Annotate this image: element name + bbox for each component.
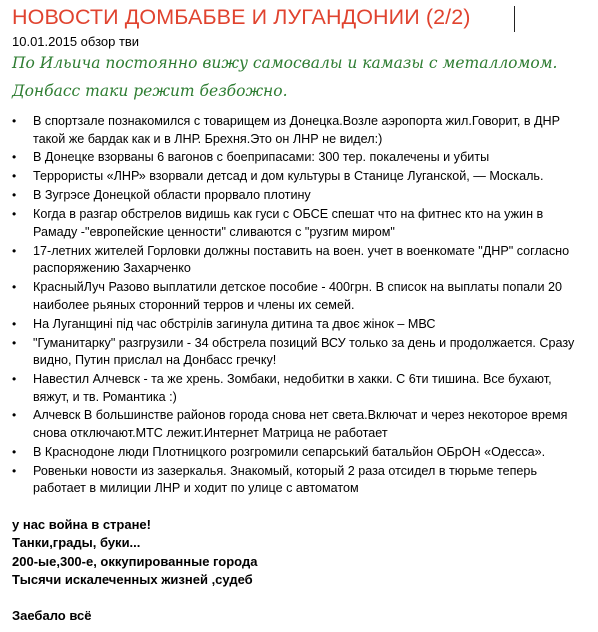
date-line: 10.01.2015 обзор тви [12, 34, 140, 49]
bullet-icon: • [12, 444, 17, 459]
news-item [0, 444, 590, 462]
news-item [0, 335, 590, 370]
footer-spacer [12, 589, 257, 607]
bullet-icon: • [12, 280, 17, 295]
news-item [0, 407, 590, 442]
footer-line-1: у нас война в стране! [12, 517, 151, 532]
bullet-icon: • [12, 169, 17, 184]
bullet-icon: • [12, 316, 17, 331]
news-item-text: Ровеньки новости из зазеркалья. Знакомый, который 2 раза отсидел в тюрьме теперь работает в милиции ЛНР и ходит по улице с автоматом [33, 463, 538, 496]
footer-line-5: Заебало всё [12, 608, 92, 624]
news-item [0, 113, 590, 148]
bullet-icon: • [12, 150, 17, 165]
text-cursor [514, 6, 515, 32]
bullet-icon: • [12, 114, 17, 128]
news-item [0, 187, 590, 205]
news-item-text: На Луганщині під час обстрілів загинула дитина та двоє жінок – МВС [33, 316, 436, 331]
news-item [0, 168, 590, 186]
quote-line-1: По Ильича постоянно вижу самосвалы и камазы с металломом. [12, 54, 558, 72]
news-item [0, 206, 590, 241]
page-title: НОВОСТИ ДОМБАБВЕ И ЛУГАНДОНИИ (2/2) [12, 5, 471, 29]
news-item-text: 17-летних жителей Горловки должны поставить на воен. учет в военкомате "ДНР" согласно распоряжению Захарченко [33, 243, 570, 276]
news-item [0, 371, 590, 406]
bullet-icon: • [12, 371, 17, 386]
news-item-text: "Гуманитарку" разгрузили - 34 обстрела позиций ВСУ только за день и продолжается. Сразу видно, Путин прислал на Донбасс гречку! [33, 335, 575, 368]
news-item-text: Террористы «ЛНР» взорвали детсад и дом культуры в Станице Луганской, — Москаль. [33, 169, 544, 184]
quote-line-2: Донбасс таки режит безбожно. [12, 82, 288, 100]
bullet-icon: • [12, 243, 17, 258]
footer-text [12, 516, 257, 625]
bullet-icon: • [12, 207, 17, 222]
news-item-text: Навестил Алчевск - та же хрень. Зомбаки, недобитки в хакки. С 6ти тишина. Все бухают, вяжут, и тв. Романтика :) [33, 371, 552, 404]
news-item [0, 316, 590, 334]
news-item-text: В Зугрэсе Донецкой области прорвало плотину [33, 188, 311, 203]
news-item [0, 149, 590, 167]
news-item [0, 463, 590, 498]
news-item-text: КрасныйЛуч Разово выплатили детское пособие - 400грн. В список на выплаты попали 20 наиболее рьяных сторонний терров и члены их семей. [33, 280, 563, 312]
news-item [0, 243, 590, 278]
bullet-icon: • [12, 188, 17, 203]
news-item-text: В Краснодоне люди Плотницкого розгромили сепарський батальйон ОБрОН «Одесса». [33, 444, 546, 459]
footer-line-4: Тысячи искалеченных жизней ,судеб [12, 571, 253, 587]
bullet-icon: • [12, 408, 17, 423]
footer-line-2: Танки,грады, буки... [12, 535, 141, 551]
footer-line-3: 200-ые,300-е, оккупированные города [12, 553, 258, 569]
news-list [0, 113, 590, 499]
news-item [0, 279, 590, 314]
news-item-text: Алчевск В большинстве районов города снова нет света.Включат и через некоторое время снова отключают.МТС лежит.Интернет Матрица не работает [33, 408, 568, 441]
news-item-text: В Донецке взорваны 6 вагонов с боеприпасами: 300 тер. покалечены и убиты [33, 150, 490, 165]
news-item-text: В спортзале познакомился с товарищем из Донецка.Возле аэропорта жил.Говорит, в ДНР такой же бардак как и в ЛНР. Брехня.Это он ЛНР не видел:) [33, 114, 561, 146]
bullet-icon: • [12, 335, 17, 350]
news-item-text: Когда в разгар обстрелов видишь как гуси с ОБСЕ спешат что на фитнес кто на ужин в Рамаду -"европейские ценности" сливаются с "рузгим миром" [33, 207, 544, 239]
bullet-icon: • [12, 463, 17, 478]
